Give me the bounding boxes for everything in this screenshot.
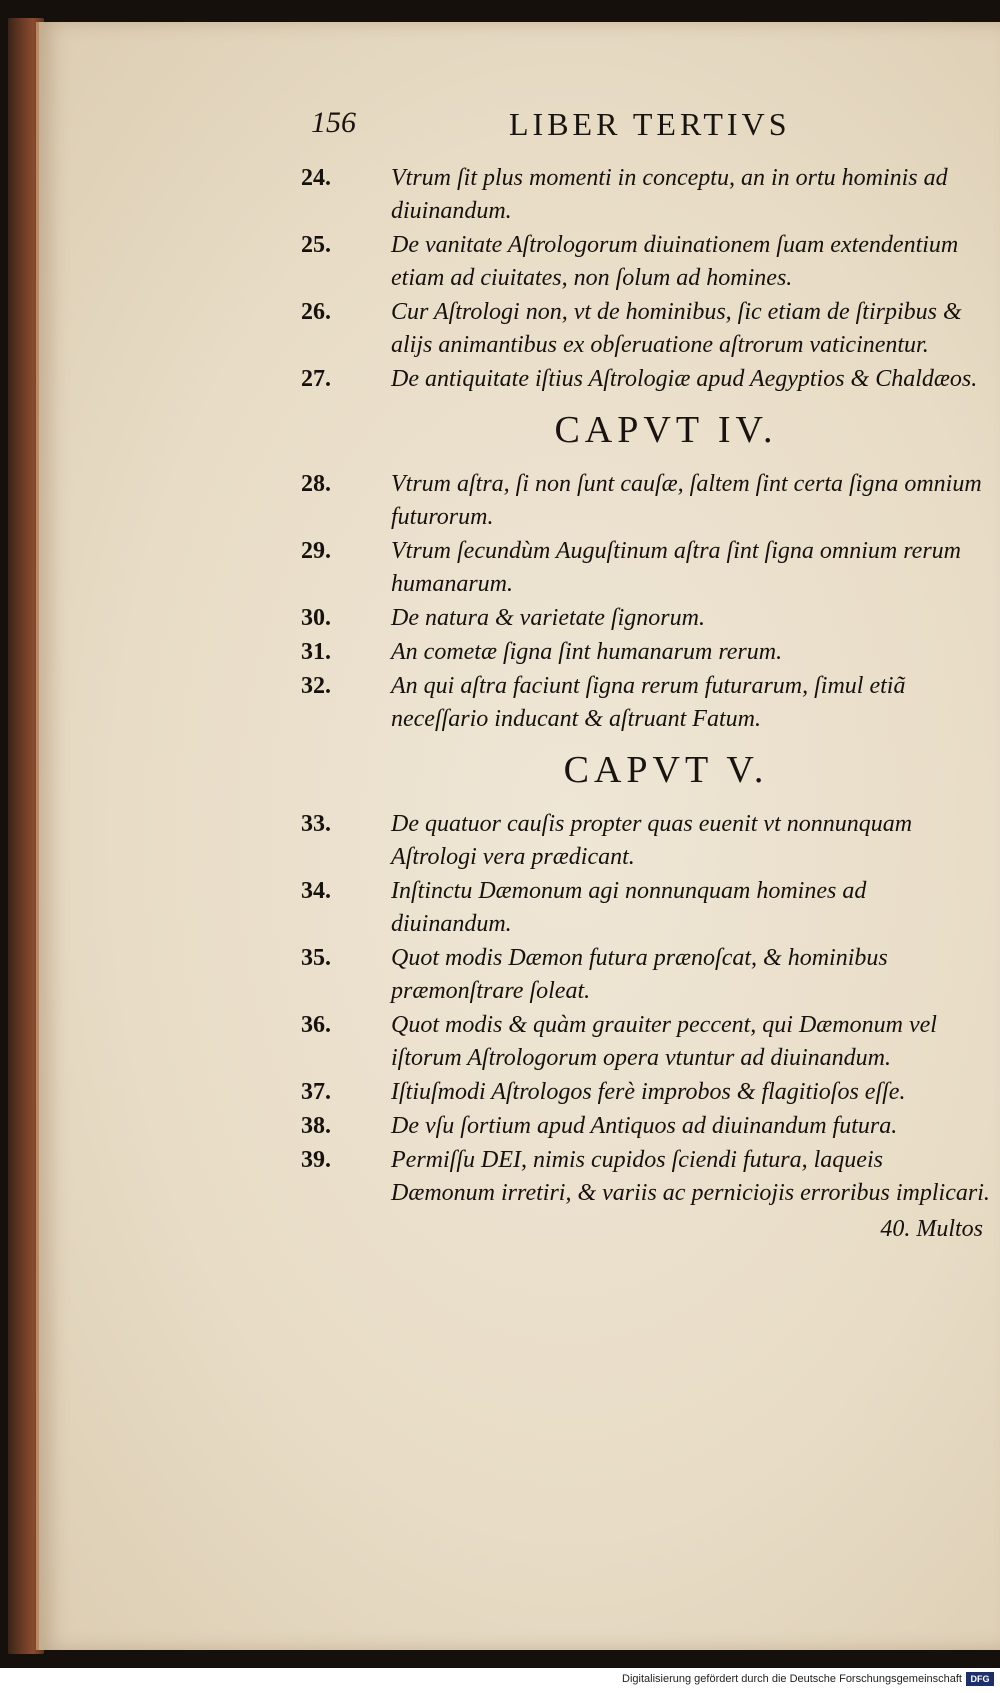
list-item — [301, 808, 991, 874]
entry-text: Vtrum aſtra, ſi non ſunt cauſæ, ſaltem ſint certa ſigna omnium futurorum. — [391, 471, 982, 530]
list-item — [301, 535, 991, 601]
chapter-heading-caput-v: CAPVT V. — [563, 749, 769, 791]
list-item — [301, 670, 991, 736]
entry-text: Quot modis & quàm grauiter peccent, qui Dæmonum vel iſtorum Aſtrologorum opera vtuntur ad diuinandum. — [391, 1012, 937, 1071]
entry-number: 26. — [301, 299, 331, 325]
footer-credit: Digitalisierung gefördert durch die Deutsche Forschungsgemeinschaft — [622, 1673, 962, 1685]
running-title: LIBER TERTIVS — [509, 106, 791, 142]
dfg-logo-icon: DFG — [966, 1672, 994, 1686]
running-head — [39, 106, 1000, 146]
entry-number: 24. — [301, 165, 331, 191]
entry-text: An qui aſtra faciunt ſigna rerum futurarum, ſimul etiã neceſſario inducant & aſtruant Fatum. — [391, 673, 906, 732]
entry-number: 38. — [301, 1113, 331, 1139]
list-item — [301, 1009, 991, 1075]
table-of-contents — [301, 162, 991, 1243]
entry-number: 37. — [301, 1079, 331, 1105]
entry-text: Cur Aſtrologi non, vt de hominibus, ſic etiam de ſtirpibus & alijs animantibus ex obſeruatione aſtrorum vaticinentur. — [391, 299, 962, 358]
entry-number: 33. — [301, 811, 331, 837]
entry-text: Vtrum ſecundùm Auguſtinum aſtra ſint ſigna omnium rerum humanarum. — [391, 538, 961, 597]
page-number: 156 — [311, 106, 356, 139]
book-page — [36, 22, 1000, 1650]
list-item — [301, 602, 991, 635]
entry-text: De natura & varietate ſignorum. — [391, 605, 705, 631]
list-item — [301, 1110, 991, 1143]
entry-number: 31. — [301, 639, 331, 665]
entry-text: An cometæ ſigna ſint humanarum rerum. — [391, 639, 783, 665]
entry-text: De antiquitate iſtius Aſtrologiæ apud Aegyptios & Chaldæos. — [391, 366, 978, 392]
list-item — [301, 1076, 991, 1109]
entry-number: 35. — [301, 945, 331, 971]
entry-text: Inſtinctu Dæmonum agi nonnunquam homines ad diuinandum. — [391, 878, 867, 937]
list-item — [301, 363, 991, 396]
list-item — [301, 296, 991, 362]
list-item — [301, 636, 991, 669]
entry-text: Vtrum ſit plus momenti in conceptu, an in ortu hominis ad diuinandum. — [391, 165, 948, 224]
entry-number: 28. — [301, 471, 331, 497]
entry-text: Quot modis Dæmon futura prænoſcat, & hominibus præmonſtrare ſoleat. — [391, 945, 888, 1004]
entry-number: 36. — [301, 1012, 331, 1038]
entry-number: 34. — [301, 878, 331, 904]
catchword: 40. Multos — [880, 1216, 983, 1242]
list-item — [301, 162, 991, 228]
entry-text: De quatuor cauſis propter quas euenit vt nonnunquam Aſtrologi vera prædicant. — [391, 811, 913, 870]
list-item — [301, 468, 991, 534]
entry-number: 27. — [301, 366, 331, 392]
entry-number: 29. — [301, 538, 331, 564]
list-item — [301, 1144, 991, 1210]
footer-bar — [0, 1668, 1000, 1693]
entry-number: 30. — [301, 605, 331, 631]
entry-text: De vſu ſortium apud Antiquos ad diuinandum futura. — [391, 1113, 898, 1139]
list-item — [301, 942, 991, 1008]
entry-number: 39. — [301, 1147, 331, 1173]
entry-text: Iſtiuſmodi Aſtrologos ferè improbos & flagitioſos eſſe. — [391, 1079, 906, 1105]
entry-text: Permiſſu DEI, nimis cupidos ſciendi futura, laqueis Dæmonum irretiri, & variis ac perniciojis erroribus implicari. — [391, 1147, 990, 1206]
entry-number: 25. — [301, 232, 331, 258]
chapter-heading-caput-iv: CAPVT IV. — [554, 409, 778, 451]
list-item — [301, 875, 991, 941]
list-item — [301, 229, 991, 295]
entry-number: 32. — [301, 673, 331, 699]
entry-text: De vanitate Aſtrologorum diuinationem ſuam extendentium etiam ad ciuitates, non ſolum ad homines. — [391, 232, 959, 291]
